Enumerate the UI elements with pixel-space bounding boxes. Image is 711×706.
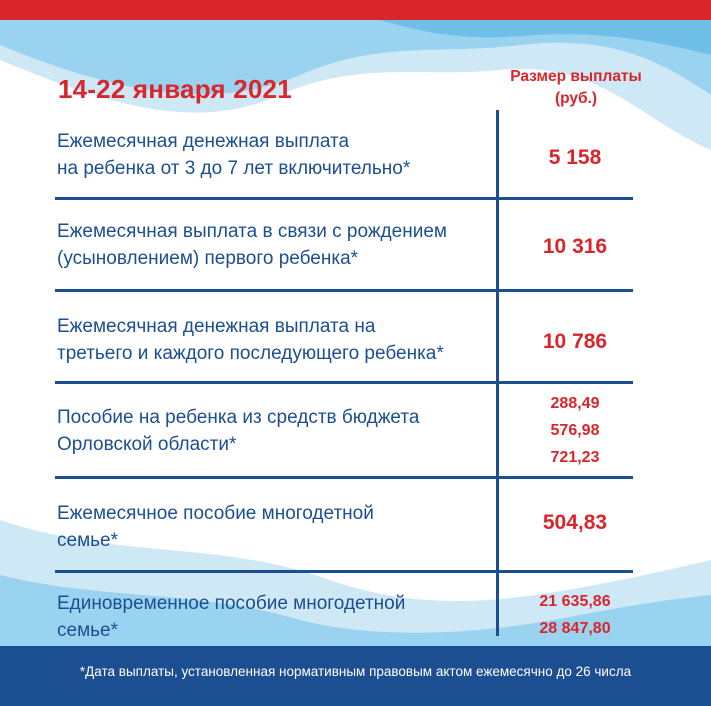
row-5-value: 504,83 [542, 511, 608, 534]
row-2-value: 10 316 [542, 235, 608, 258]
row-4-values [500, 390, 650, 471]
row-separator [55, 381, 633, 384]
row-6-value-2: 28 847,80 [539, 620, 611, 637]
payment-size-header [498, 66, 654, 110]
row-6-label-line1: Единовременное пособие многодетной [57, 593, 406, 614]
row-4-label-line1: Пособие на ребенка из средств бюджета [57, 407, 420, 428]
row-4-value-2: 576,98 [550, 422, 600, 439]
column-divider [496, 110, 499, 636]
row-6-values [500, 588, 650, 642]
row-4-label [57, 404, 497, 458]
row-2-label-line2: (усыновлением) первого ребенка* [57, 248, 359, 269]
row-1-value: 5 158 [548, 146, 602, 169]
row-3-label-line2: третьего и каждого последующего ребенка* [57, 343, 444, 364]
row-6-value-1: 21 635,86 [539, 593, 611, 610]
row-separator [55, 476, 633, 479]
row-4-value-3: 721,23 [550, 449, 600, 466]
row-3-value: 10 786 [542, 330, 608, 353]
row-4-label-line2: Орловской области* [57, 434, 237, 455]
payment-size-header-line1: Размер выплаты [510, 68, 642, 85]
date-range-title: 14-22 января 2021 [58, 74, 292, 104]
row-6-label-line2: семье* [57, 620, 118, 641]
row-2-label [57, 218, 497, 272]
row-separator [55, 197, 633, 200]
row-5-label [57, 500, 497, 554]
row-2-label-line1: Ежемесячная выплата в связи с рождением [57, 221, 447, 242]
row-separator [55, 570, 633, 573]
row-5-label-line2: семье* [57, 530, 118, 551]
payment-size-header-line2: (руб.) [554, 90, 598, 107]
row-separator [55, 289, 633, 292]
row-5-label-line1: Ежемесячное пособие многодетной [57, 503, 374, 524]
row-3-label [57, 313, 497, 367]
row-1-label-line2: на ребенка от 3 до 7 лет включительно* [57, 158, 411, 179]
row-4-value-1: 288,49 [550, 395, 600, 412]
top-red-stripe [0, 0, 711, 20]
row-3-label-line1: Ежемесячная денежная выплата на [57, 316, 376, 337]
row-6-label [57, 590, 497, 644]
row-1-label-line1: Ежемесячная денежная выплата [57, 131, 350, 152]
footnote-text: *Дата выплаты, установленная нормативным правовым актом ежемесячно до 26 числа [79, 664, 632, 679]
row-1-label [57, 128, 497, 182]
